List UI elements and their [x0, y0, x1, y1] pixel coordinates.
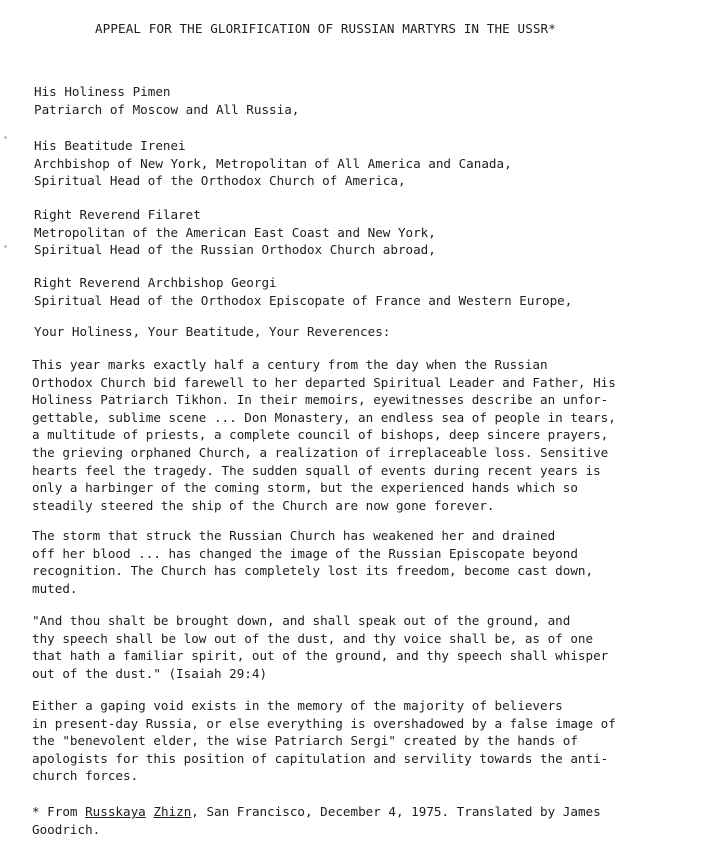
paragraph-line: only a harbinger of the coming storm, but the experienced hands which so: [32, 480, 578, 496]
paragraph-line: gettable, sublime scene ... Don Monastery, an endless sea of people in tears,: [32, 409, 616, 425]
salutation: Your Holiness, Your Beatitude, Your Reverences:: [34, 324, 391, 339]
addressee-block: [34, 274, 694, 309]
footnote-marker: *: [32, 804, 40, 819]
footnote-continuation: Goodrich.: [32, 821, 101, 837]
paragraph-line: the "benevolent elder, the wise Patriarch Sergi" created by the hands of: [32, 733, 578, 749]
addressee-line: Spiritual Head of the Russian Orthodox Church abroad,: [34, 242, 436, 258]
addressee-block: [34, 83, 694, 118]
addressee-line: Spiritual Head of the Orthodox Episcopate of France and Western Europe,: [34, 292, 573, 308]
paragraph-line: recognition. The Church has completely lost its freedom, become cast down,: [32, 563, 594, 579]
paragraph-line: This year marks exactly half a century from the day when the Russian: [32, 357, 548, 372]
footnote-suffix: , San Francisco, December 4, 1975. Translated by James: [191, 804, 601, 819]
addressee-line: Archbishop of New York, Metropolitan of All America and Canada,: [34, 155, 512, 171]
addressee-line: Patriarch of Moscow and All Russia,: [34, 101, 300, 117]
paragraph-line: church forces.: [32, 768, 139, 784]
source-title-part1: Russkaya: [85, 804, 146, 819]
paragraph-line: thy speech shall be low out of the dust, and thy voice shall be, as of one: [32, 630, 594, 646]
paragraph-line: in present-day Russia, or else everything is overshadowed by a false image of: [32, 715, 616, 731]
addressee-line: Spiritual Head of the Orthodox Church of America,: [34, 173, 406, 189]
paragraph-line: muted.: [32, 580, 78, 596]
paragraph-line: Holiness Patriarch Tikhon. In their memoirs, eyewitnesses describe an unfor-: [32, 392, 609, 408]
paragraph-line: that hath a familiar spirit, out of the ground, and thy speech shall whisper: [32, 648, 609, 664]
paragraph-line: a multitude of priests, a complete council of bishops, deep sincere prayers,: [32, 427, 609, 443]
document-title: APPEAL FOR THE GLORIFICATION OF RUSSIAN MARTYRS IN THE USSR*: [95, 21, 556, 36]
addressee-line: His Beatitude Irenei: [34, 138, 186, 153]
source-title-part2: Zhizn: [153, 804, 192, 819]
paragraph-line: apologists for this position of capitulation and servility towards the anti-: [32, 750, 609, 766]
paragraph-line: steadily steered the ship of the Church are now gone forever.: [32, 497, 495, 513]
scripture-quote: [32, 612, 697, 682]
paragraph-line: the grieving orphaned Church, a realization of irreplaceable loss. Sensitive: [32, 444, 609, 460]
addressee-line: Right Reverend Archbishop Georgi: [34, 275, 277, 290]
footnote-line: [32, 803, 704, 821]
body-paragraph: [32, 527, 697, 597]
paragraph-line: "And thou shalt be brought down, and shall speak out of the ground, and: [32, 613, 571, 628]
paragraph-line: Either a gaping void exists in the memory of the majority of believers: [32, 698, 563, 713]
body-paragraph: [32, 697, 697, 785]
paragraph-line: out of the dust." (Isaiah 29:4): [32, 665, 268, 681]
footnote-prefix: From: [39, 804, 86, 819]
paragraph-line: hearts feel the tragedy. The sudden squall of events during recent years is: [32, 462, 601, 478]
margin-speck: [4, 245, 7, 248]
margin-speck: [4, 136, 7, 139]
paragraph-line: off her blood ... has changed the image of the Russian Episcopate beyond: [32, 545, 578, 561]
paragraph-line: Orthodox Church bid farewell to her departed Spiritual Leader and Father, His: [32, 374, 616, 390]
paragraph-line: The storm that struck the Russian Church has weakened her and drained: [32, 528, 556, 543]
addressee-line: Right Reverend Filaret: [34, 207, 201, 222]
addressee-block: [34, 206, 694, 259]
addressee-line: Metropolitan of the American East Coast and New York,: [34, 224, 436, 240]
body-paragraph: [32, 356, 697, 514]
footnote: [32, 803, 704, 838]
addressee-block: [34, 137, 694, 190]
addressee-line: His Holiness Pimen: [34, 84, 171, 99]
